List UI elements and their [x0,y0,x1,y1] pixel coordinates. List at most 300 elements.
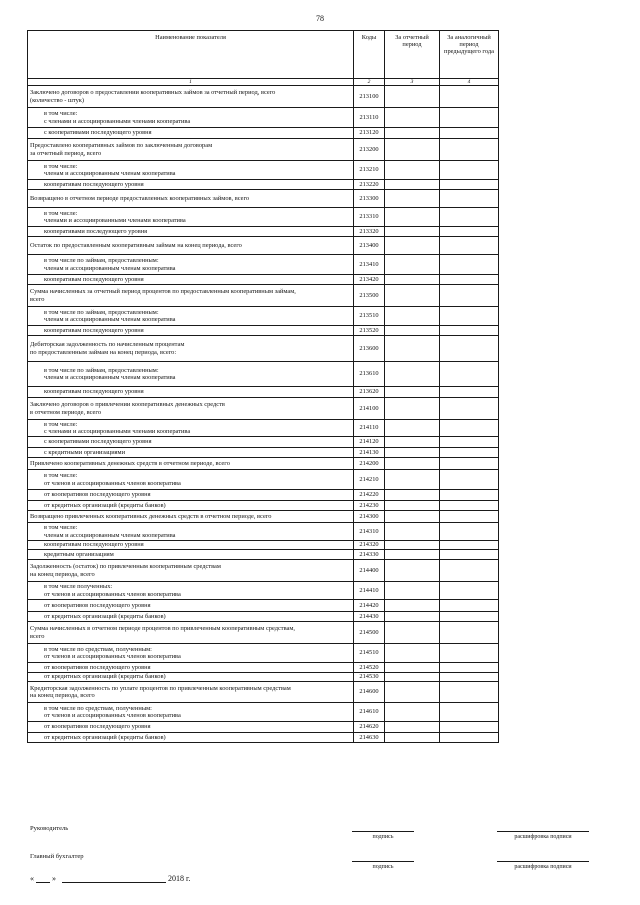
current-period-value-cell[interactable] [385,612,440,622]
previous-period-value-cell[interactable] [440,128,499,139]
head-decode-caption: расшифровка подписи [514,834,572,840]
indicator-name-cell [28,541,354,550]
indicator-code-cell: 213400 [354,237,385,255]
indicator-name-cell [28,501,354,511]
table-row [28,600,499,612]
accountant-signature-caption: подпись [372,864,394,870]
previous-period-value-cell[interactable] [440,108,499,128]
indicator-name-line: кооперативам последующего уровня [44,388,144,396]
indicator-name-cell [28,560,354,582]
current-period-value-cell[interactable] [385,285,440,307]
indicator-name-cell [28,307,354,326]
table-row [28,398,499,420]
accountant-label: Главный бухгалтер [30,853,84,860]
indicator-name-line: от кредитных организаций (кредиты банков) [44,612,166,620]
previous-period-value-cell[interactable] [440,673,499,682]
indicator-name-line: Привлечено кооперативных денежных средств в отчетном периоде, всего [30,459,230,467]
table-row [28,237,499,255]
head-decode-line [497,831,589,832]
indicator-name-line: кооперативам последующего уровня [44,326,144,334]
indicator-name-line: кооперативам последующего уровня [44,180,144,188]
column-number-row [28,79,499,86]
indicator-name-cell [28,285,354,307]
indicator-code-cell: 213310 [354,208,385,227]
report-table [27,30,499,743]
table-row [28,612,499,622]
current-period-value-cell[interactable] [385,600,440,612]
previous-period-value-cell[interactable] [440,722,499,733]
indicator-code-cell: 214230 [354,501,385,511]
indicator-name-cell [28,703,354,722]
table-row [28,139,499,161]
column-number: 4 [440,79,499,86]
indicator-name-cell [28,582,354,600]
table-row [28,161,499,180]
indicator-name-line: с членами и ассоциированными членами кооператива [44,117,191,125]
table-row [28,285,499,307]
previous-period-value-cell[interactable] [440,458,499,470]
current-period-value-cell[interactable] [385,180,440,190]
indicator-code-cell: 214100 [354,398,385,420]
previous-period-value-cell[interactable] [440,86,499,108]
table-row [28,448,499,458]
indicator-name-line: членам и ассоциированным членам кооператива [44,531,176,539]
indicator-name-line: членам и ассоциированным членам кооператива [44,374,176,381]
current-period-value-cell[interactable] [385,161,440,180]
table-row [28,275,499,285]
previous-period-value-cell[interactable] [440,490,499,501]
page-number: 78 [316,14,324,23]
column-number: 3 [385,79,440,86]
table-row [28,722,499,733]
previous-period-value-cell[interactable] [440,550,499,560]
indicator-name-cell [28,644,354,663]
previous-period-value-cell[interactable] [440,437,499,448]
current-period-value-cell[interactable] [385,448,440,458]
current-period-value-cell[interactable] [385,437,440,448]
indicator-code-cell: 214210 [354,470,385,490]
table-row [28,420,499,437]
header-name: Наименование показателя [28,31,354,79]
indicator-name-cell [28,722,354,733]
indicator-name-cell [28,523,354,541]
indicator-code-cell: 213600 [354,336,385,362]
previous-period-value-cell[interactable] [440,275,499,285]
table-row [28,673,499,682]
indicator-code-cell: 214610 [354,703,385,722]
previous-period-value-cell[interactable] [440,523,499,541]
indicator-code-cell: 214630 [354,733,385,743]
indicator-code-cell: 214220 [354,490,385,501]
accountant-decode-caption: расшифровка подписи [514,864,572,870]
previous-period-value-cell[interactable] [440,387,499,398]
indicator-code-cell: 214500 [354,622,385,644]
indicator-name-line: Заключено договоров о предоставлении кооперативных займов за отчетный период, всего [30,89,276,97]
date-day-blank [36,873,50,883]
current-period-value-cell[interactable] [385,398,440,420]
date-year: 2018 г. [168,874,191,883]
indicator-name-cell [28,448,354,458]
indicator-code-cell: 213410 [354,255,385,275]
table-row [28,255,499,275]
table-row [28,703,499,722]
indicator-code-cell: 214120 [354,437,385,448]
indicator-code-cell: 213100 [354,86,385,108]
indicator-name-line: (количество - штук) [30,96,85,104]
current-period-value-cell[interactable] [385,644,440,663]
previous-period-value-cell[interactable] [440,398,499,420]
indicator-code-cell: 213420 [354,275,385,285]
current-period-value-cell[interactable] [385,208,440,227]
current-period-value-cell[interactable] [385,523,440,541]
indicator-name-line: Остаток по предоставленным кооперативным займам на конец периода, всего [30,241,242,249]
previous-period-value-cell[interactable] [440,285,499,307]
head-signature-caption: подпись [372,834,394,840]
indicator-name-line: всего [30,632,45,640]
table-row [28,307,499,326]
previous-period-value-cell[interactable] [440,336,499,362]
previous-period-value-cell[interactable] [440,582,499,600]
current-period-value-cell[interactable] [385,541,440,550]
indicator-name-cell [28,733,354,743]
indicator-name-line: кооперативам последующего уровня [44,275,144,283]
previous-period-value-cell[interactable] [440,190,499,208]
indicator-code-cell: 214130 [354,448,385,458]
head-signature-line [352,831,414,832]
previous-period-value-cell[interactable] [440,255,499,275]
current-period-value-cell[interactable] [385,673,440,682]
indicator-name-line: от членов и ассоциированных членов кооператива [44,479,181,487]
indicator-name-line: в том числе: [44,472,78,480]
previous-period-value-cell[interactable] [440,612,499,622]
previous-period-value-cell[interactable] [440,161,499,180]
previous-period-value-cell[interactable] [440,326,499,336]
indicator-name-line: в том числе по займам, предоставленным: [44,308,159,316]
current-period-value-cell[interactable] [385,622,440,644]
indicator-name-line: с кооперативами последующего уровня [44,129,152,137]
indicator-code-cell: 213200 [354,139,385,161]
previous-period-value-cell[interactable] [440,237,499,255]
indicator-name-line: от кооперативов последующего уровня [44,663,151,671]
header-previous-period: За аналогичный период предыдущего года [440,31,499,79]
indicator-name-line: Кредиторская задолженность по уплате процентов по привлеченным кооперативным средствам [30,684,291,692]
indicator-name-line: от членов и ассоциированных членов кооператива [44,653,181,660]
current-period-value-cell[interactable] [385,336,440,362]
indicator-name-line: Задолженность (остаток) по привлеченным кооперативным средствам [30,563,221,571]
indicator-name-cell [28,600,354,612]
indicator-name-cell [28,420,354,437]
indicator-name-line: в том числе полученных: [44,583,113,591]
previous-period-value-cell[interactable] [440,362,499,387]
table-row [28,180,499,190]
previous-period-value-cell[interactable] [440,622,499,644]
indicator-name-cell [28,612,354,622]
previous-period-value-cell[interactable] [440,227,499,237]
indicator-name-line: с кредитными организациями [44,448,126,456]
indicator-name-line: от кредитных организаций (кредиты банков) [44,733,166,741]
table-row [28,362,499,387]
indicator-name-line: членам и ассоциированным членам кооператива [44,316,176,323]
current-period-value-cell[interactable] [385,663,440,673]
current-period-value-cell[interactable] [385,307,440,326]
indicator-name-line: членам и ассоциированным членам кооператива [44,170,176,177]
indicator-name-cell [28,108,354,128]
indicator-name-line: в том числе по займам, предоставленным: [44,257,159,265]
indicator-code-cell: 213320 [354,227,385,237]
indicator-name-cell [28,470,354,490]
accountant-decode-line [497,861,589,862]
indicator-code-cell: 214110 [354,420,385,437]
current-period-value-cell[interactable] [385,560,440,582]
date-open-quote: « [30,874,34,883]
accountant-signature-line [352,861,414,862]
report-body [28,86,499,743]
indicator-name-line: членам и ассоциированным членам кооператива [44,264,176,272]
table-row [28,227,499,237]
indicator-code-cell: 214430 [354,612,385,622]
table-row [28,523,499,541]
indicator-name-line: в том числе по средствам, полученным: [44,704,152,712]
column-number: 1 [28,79,354,86]
table-row [28,387,499,398]
previous-period-value-cell[interactable] [440,541,499,550]
indicator-name-line: Возвращено в отчетном периоде предоставленных кооперативных займов, всего [30,194,250,202]
previous-period-value-cell[interactable] [440,511,499,523]
table-row [28,458,499,470]
indicator-name-line: в отчетном периоде, всего [30,408,102,416]
previous-period-value-cell[interactable] [440,307,499,326]
table-row [28,108,499,128]
indicator-name-line: Заключено договоров о привлечении кооперативных денежных средств [30,401,225,409]
indicator-name-line: в том числе: [44,209,78,217]
indicator-name-cell [28,437,354,448]
current-period-value-cell[interactable] [385,511,440,523]
header-row [28,31,499,79]
current-period-value-cell[interactable] [385,470,440,490]
indicator-code-cell: 214330 [354,550,385,560]
table-row [28,326,499,336]
indicator-name-cell [28,458,354,470]
previous-period-value-cell[interactable] [440,682,499,703]
current-period-value-cell[interactable] [385,722,440,733]
previous-period-value-cell[interactable] [440,208,499,227]
indicator-name-cell [28,227,354,237]
previous-period-value-cell[interactable] [440,448,499,458]
indicator-code-cell: 214520 [354,663,385,673]
table-row [28,128,499,139]
current-period-value-cell[interactable] [385,326,440,336]
table-row [28,550,499,560]
indicator-name-cell [28,663,354,673]
indicator-name-cell [28,362,354,387]
current-period-value-cell[interactable] [385,682,440,703]
indicator-code-cell: 214300 [354,511,385,523]
current-period-value-cell[interactable] [385,275,440,285]
table-row [28,682,499,703]
table-row [28,490,499,501]
table-row [28,733,499,743]
indicator-name-line: в том числе: [44,524,78,532]
indicator-name-line: от кредитных организаций (кредиты банков) [44,673,166,681]
previous-period-value-cell[interactable] [440,180,499,190]
indicator-name-cell [28,180,354,190]
previous-period-value-cell[interactable] [440,470,499,490]
indicator-name-cell [28,255,354,275]
previous-period-value-cell[interactable] [440,501,499,511]
indicator-name-line: от членов и ассоциированных членов кооператива [44,712,181,719]
indicator-name-cell [28,387,354,398]
indicator-code-cell: 214530 [354,673,385,682]
indicator-code-cell: 214620 [354,722,385,733]
indicator-name-line: на конец периода, всего [30,692,95,699]
previous-period-value-cell[interactable] [440,644,499,663]
indicator-name-line: по предоставленным займам на конец периода, всего: [30,348,177,356]
indicator-name-cell [28,490,354,501]
table-row [28,86,499,108]
indicator-code-cell: 214510 [354,644,385,663]
indicator-code-cell: 213620 [354,387,385,398]
table-row [28,622,499,644]
indicator-code-cell: 214420 [354,600,385,612]
indicator-name-cell [28,336,354,362]
current-period-value-cell[interactable] [385,128,440,139]
table-row [28,336,499,362]
previous-period-value-cell[interactable] [440,560,499,582]
indicator-code-cell: 214310 [354,523,385,541]
table-row [28,437,499,448]
indicator-name-cell [28,511,354,523]
indicator-name-line: в том числе: [44,162,78,170]
current-period-value-cell[interactable] [385,108,440,128]
indicator-name-line: с членами и ассоциированными членами кооператива [44,428,191,435]
indicator-name-line: от членов и ассоциированных членов кооператива [44,590,181,598]
previous-period-value-cell[interactable] [440,733,499,743]
indicator-name-cell [28,208,354,227]
previous-period-value-cell[interactable] [440,703,499,722]
indicator-name-line: от кооперативов последующего уровня [44,723,151,731]
current-period-value-cell[interactable] [385,237,440,255]
indicator-code-cell: 214600 [354,682,385,703]
current-period-value-cell[interactable] [385,227,440,237]
indicator-code-cell: 214400 [354,560,385,582]
indicator-name-cell [28,275,354,285]
indicator-name-cell [28,550,354,560]
indicator-code-cell: 213110 [354,108,385,128]
header-code: Коды [354,31,385,79]
indicator-name-line: в том числе: [44,420,78,428]
previous-period-value-cell[interactable] [440,600,499,612]
indicator-name-cell [28,128,354,139]
indicator-name-line: всего [30,295,45,303]
date-month-blank [62,873,166,883]
indicator-name-cell [28,86,354,108]
indicator-name-line: Предоставлено кооперативных займов по заключенным договорам [30,142,213,150]
indicator-name-line: Сумма начисленных за отчетный период процентов по предоставленным кооперативным займам, [30,288,296,296]
current-period-value-cell[interactable] [385,139,440,161]
table-row [28,541,499,550]
indicator-code-cell: 213220 [354,180,385,190]
indicator-name-line: в том числе: [44,110,78,118]
previous-period-value-cell[interactable] [440,663,499,673]
indicator-name-line: в том числе по средствам, полученным: [44,645,152,653]
table-row [28,501,499,511]
indicator-name-line: кооперативам последующего уровня [44,541,144,549]
current-period-value-cell[interactable] [385,703,440,722]
indicator-name-line: на конец периода, всего [30,570,95,578]
current-period-value-cell[interactable] [385,190,440,208]
indicator-name-cell [28,673,354,682]
table-row [28,208,499,227]
current-period-value-cell[interactable] [385,733,440,743]
table-row [28,663,499,673]
indicator-name-cell [28,237,354,255]
current-period-value-cell[interactable] [385,86,440,108]
current-period-value-cell[interactable] [385,501,440,511]
indicator-name-line: с кооперативами последующего уровня [44,438,152,446]
indicator-code-cell: 213300 [354,190,385,208]
table-row [28,190,499,208]
indicator-name-cell [28,622,354,644]
indicator-name-line: Дебиторская задолженность по начисленным процентам [30,341,185,349]
indicator-code-cell: 214410 [354,582,385,600]
table-row [28,470,499,490]
indicator-name-line: Возвращено привлеченных кооперативных денежных средств в отчетном периоде, всего [30,512,272,520]
indicator-name-cell [28,161,354,180]
column-number: 2 [354,79,385,86]
indicator-name-cell [28,326,354,336]
table-row [28,644,499,663]
current-period-value-cell[interactable] [385,420,440,437]
indicator-code-cell: 213210 [354,161,385,180]
current-period-value-cell[interactable] [385,362,440,387]
indicator-name-line: за отчетный период, всего [30,149,102,157]
previous-period-value-cell[interactable] [440,139,499,161]
current-period-value-cell[interactable] [385,582,440,600]
head-label: Руководитель [30,825,69,832]
indicator-name-line: от кооперативов последующего уровня [44,601,151,609]
indicator-name-line: кооперативами последующего уровня [44,227,148,235]
current-period-value-cell[interactable] [385,458,440,470]
indicator-code-cell: 214320 [354,541,385,550]
current-period-value-cell[interactable] [385,490,440,501]
indicator-code-cell: 213510 [354,307,385,326]
indicator-name-line: от кооперативов последующего уровня [44,491,151,499]
indicator-code-cell: 214200 [354,458,385,470]
indicator-name-line: от кредитных организаций (кредиты банков) [44,501,166,509]
date-line [30,873,190,883]
indicator-name-cell [28,139,354,161]
previous-period-value-cell[interactable] [440,420,499,437]
date-close-quote: » [52,874,56,883]
indicator-name-cell [28,682,354,703]
indicator-name-cell [28,398,354,420]
table-row [28,560,499,582]
indicator-code-cell: 213120 [354,128,385,139]
indicator-code-cell: 213520 [354,326,385,336]
header-current-period: За отчетный период [385,31,440,79]
indicator-name-line: Сумма начисленных в отчетном периоде процентов по привлеченным кооперативным средствам, [30,625,296,633]
table-row [28,582,499,600]
current-period-value-cell[interactable] [385,387,440,398]
indicator-code-cell: 213610 [354,362,385,387]
indicator-name-line: членами и ассоциированными членами кооператива [44,217,186,224]
indicator-name-line: кредитным организациям [44,550,114,558]
current-period-value-cell[interactable] [385,255,440,275]
indicator-name-cell [28,190,354,208]
indicator-code-cell: 213500 [354,285,385,307]
indicator-name-line: в том числе по займам, предоставленным: [44,366,159,374]
current-period-value-cell[interactable] [385,550,440,560]
